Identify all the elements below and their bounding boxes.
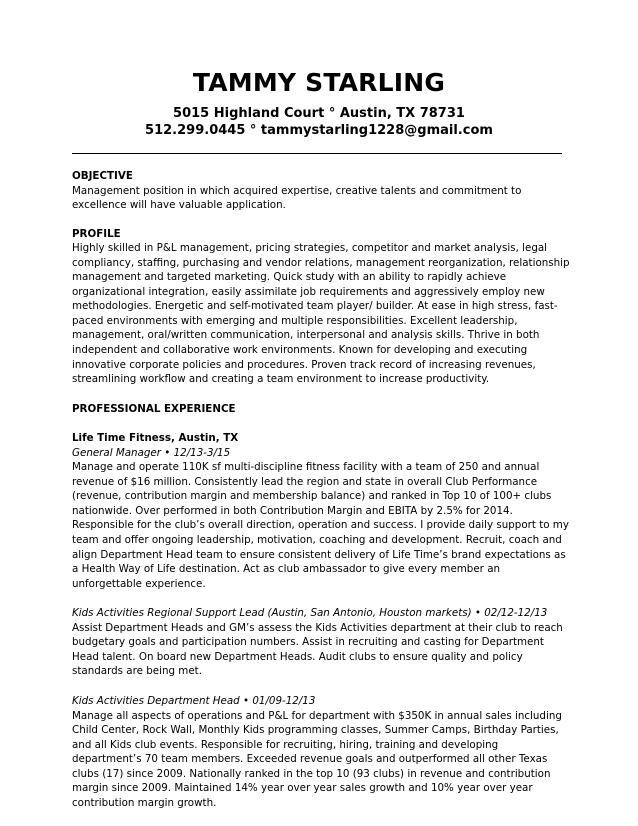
role-title: Kids Activities Regional Support Lead (Austin, San Antonio, Houston markets) • 02/12-12/13 [72,607,548,620]
objective-text: Management position in which acquired expertise, creative talents and commitment to excellence will have valuable application. [72,184,522,212]
role-description: Manage all aspects of operations and P&L for department with $350K in annual sales including Child Center, Rock Wall, Monthly Kids programming classes, Summer Camps, Birthday Parties, and all Kids club events. Responsible for recruiting, hiring, training and developing department’s 70 team members. Exceeded revenue goals and outperformed all other Texas clubs (17) since 2009. Nationally ranked in the top 10 (93 clubs) in revenue and contribution margin since 2009. Maintained 14% year over year sales growth and 10% year over year contribution margin growth. [72,709,562,809]
role-title: General Manager • 12/13-3/15 [72,446,231,459]
employer-heading: Life Time Fitness, Austin, TX [72,432,239,445]
profile-heading: PROFILE [72,227,121,240]
profile-text: Highly skilled in P&L management, pricing strategies, competitor and market analysis, legal compliancy, staffing, purchasing and vendor relations, management reorganization, relationship management and targeted marketing. Quick study with an ability to rapidly achieve organizational integration, easily assimilate job requirements and aggressively employ new methodologies. Energetic and self-motivated team player/ builder. At ease in high stress, fast-paced environments with emerging and multiple responsibilities. Excellent leadership, management, oral/written communication, interpersonal and analysis skills. Thrive in both independent and collaborative work environments. Known for developing and executing innovative corporate policies and procedures. Proven track record of increasing revenues, streamlining workflow and creating a team environment to increase productivity. [72,242,570,386]
experience-heading: PROFESSIONAL EXPERIENCE [72,402,236,415]
resume-body [72,169,570,810]
contact-address: 5015 Highland Court ° Austin, TX 78731 [173,106,465,121]
candidate-name: TAMMY STARLING [192,68,446,97]
header-divider [72,153,562,154]
contact-phone-email: 512.299.0445 ° tammystarling1228@gmail.com [145,123,493,138]
role-description: Manage and operate 110K sf multi-discipline fitness facility with a team of 250 and annual revenue of $16 million. Consistently lead the region and state in overall Club Performance (revenue, contribution margin and membership balance) and ranked in Top 10 of 100+ clubs nationwide. Over performed in both Contribution Margin and EBITA by 2.5% for 2014. Responsible for the club’s overall direction, operation and success. I provide daily support to my team and offer ongoing leadership, motivation, coaching and development. Recruit, coach and align Department Head team to ensure consistent delivery of Life Time’s brand expectations as a Health Way of Life destination. Act as club ambassador to give every member an unforgettable experience. [72,461,569,590]
role-description: Assist Department Heads and GM’s assess the Kids Activities department at their club to reach budgetary goals and participation numbers. Assist in recruiting and casting for Department Head talent. On board new Department Heads. Audit clubs to ensure quality and policy standards are being met. [72,621,563,678]
role-title: Kids Activities Department Head • 01/09-12/13 [72,694,316,707]
objective-heading: OBJECTIVE [72,170,133,182]
